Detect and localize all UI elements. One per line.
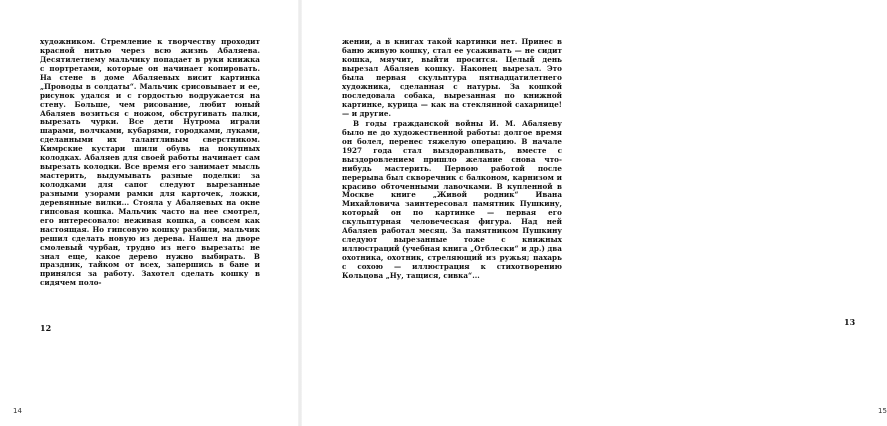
right-page-text (342, 38, 562, 281)
scan-sheet-number-left: 14 (13, 407, 22, 415)
paragraph: В годы гражданской войны И. М. Абаляеву было не до художественной работы: долгое время он болел, перенес тяжелую операцию. В начале 1927 года стал выздоравливать, вместе с выздоровлением пришло желание снова что-нибудь мастерить. Первою работой после перерыва был скворечник с балконом, карнизом и красиво обточенными лавочками. В купленной в Москве книге „Живой родник“ Ивана Михайловича заинтересовал памятник Пушкину, который он по картинке — первая его скульптурная человеческая фигура. Над ней Абаляев работал месяц. За памятником Пушкину следуют вырезанные тоже с книжных иллюстраций (учебная книга „Отблески“ и др.) два охотника, охотник, стреляющий из ружья; пахарь с сохою — иллюстрация к стихотворению Кольцова „Ну, тащися, сивка“... (342, 118, 562, 280)
paragraph: жении, а в книгах такой картинки нет. Принес в баню живую кошку, стал ее усаживать — не сидит кошка, мяучит, выйти просится. Целый день вырезал Абаляев кошку. Наконец вырезал. Это была первая скульптура пятнадцатилетнего художника, сделанная с натуры. За кошкой последовала собака, вырезанная по книжной картинке, курица — как на стеклянной сахарнице!— и другие. (342, 37, 562, 118)
page-number-right: 13 (844, 317, 856, 327)
scan-sheet-number-right: 15 (878, 407, 887, 415)
left-page (0, 0, 300, 426)
left-page-text (40, 38, 260, 288)
paragraph: художником. Стремление к творчеству проходит красной нитью через всю жизнь Абаляева. Десятилетнему мальчику попадает в руки книжка с портретами, которые он начинает копировать. На стене в доме Абаляевых висит картинка „Проводы в солдаты“. Мальчик срисовывает и ее, рисунок удался и с гордостью водружается на стену. Больше, чем рисование, любит юный Абаляев возиться с ножом, обстругивать палки, вырезать чурки. Все дети Нутрома играли шарами, волчками, кубарями, городками, луками, сделанными их талантливым сверстником. Кимрские кустари шили обувь на покупных колодках. Абаляев для своей работы начинает сам вырезать колодки. Все время его занимает мысль мастерить, выдумывать разные поделки: за колодками для сапог следуют вырезанные разными узорами рамки для карточек, ложки, деревянные вилки... Стояла у Абаляевых на окне гипсовая кошка. Мальчик часто на нее смотрел, его интересовало: неживая кошка, а совсем как настоящая. Но гипсовую кошку разбили, мальчик решил сделать новую из дерева. Нашел на дворе смолевый чурбан, трудно из него вырезать: не знал еще, какое дерево нужно выбирать. В праздник, тайком от всех, запершись в бане и принялся за работу. Захотел сделать кошку в сидячем поло- (40, 37, 260, 288)
page-number-left: 12 (40, 323, 52, 333)
